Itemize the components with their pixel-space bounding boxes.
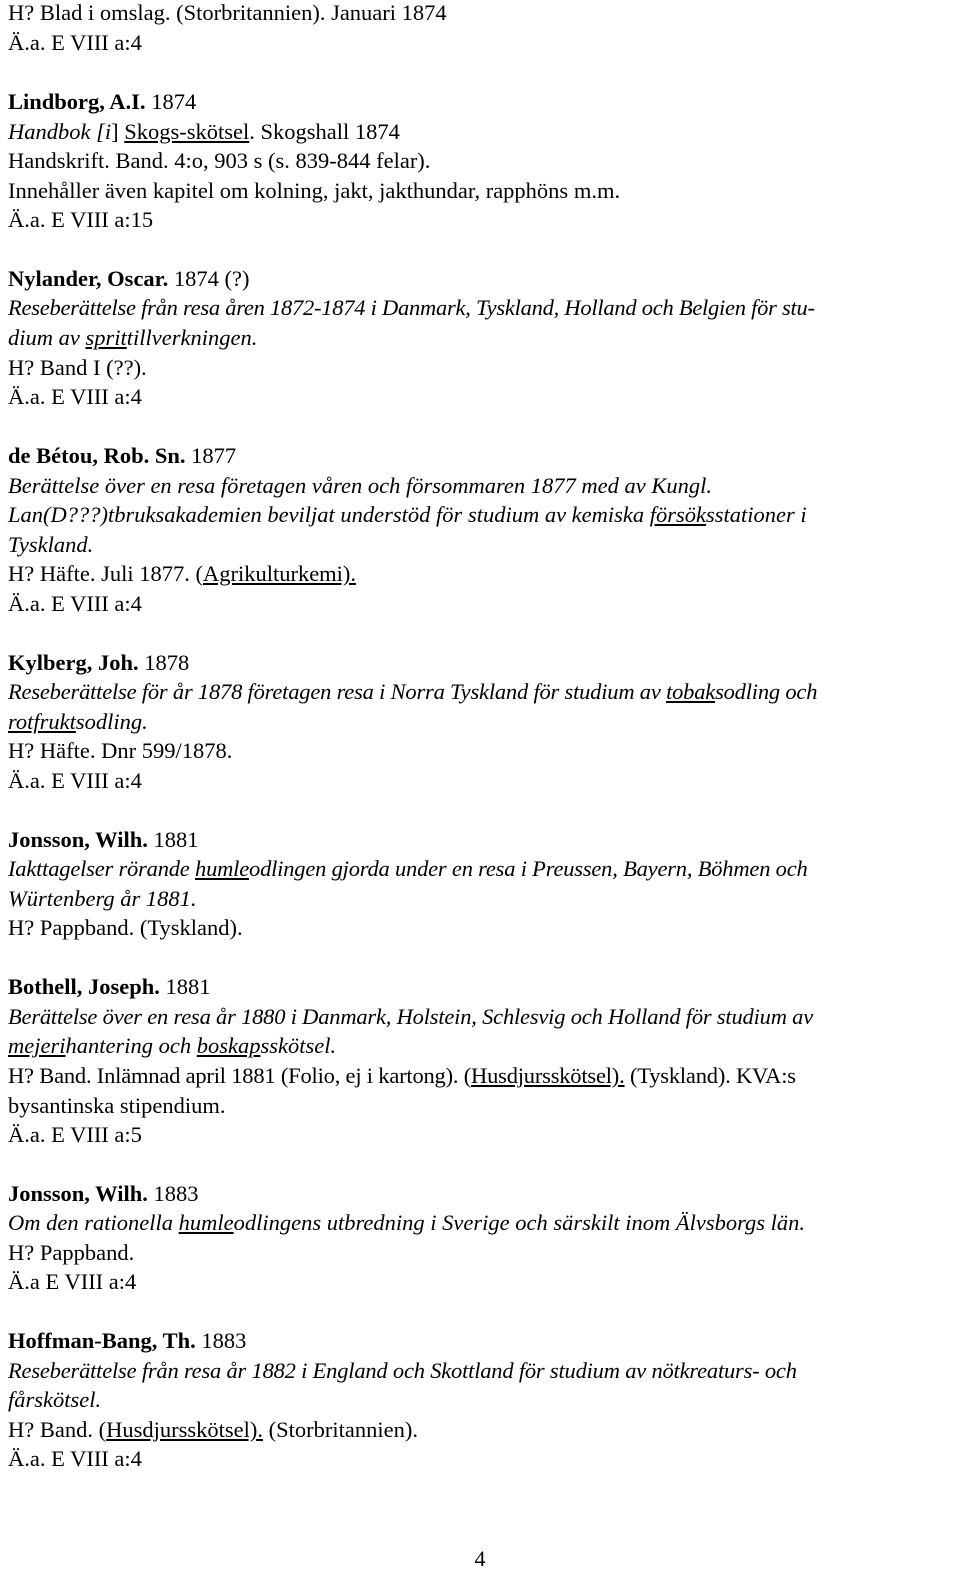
year: 1874	[145, 89, 197, 114]
title-text: sodling och	[715, 679, 818, 704]
archive-reference: Ä.a. E VIII a:15	[8, 207, 154, 232]
archive-reference: Ä.a. E VIII a:4	[8, 30, 142, 55]
entry-heading	[8, 91, 196, 114]
title-text: Reseberättelse för år 1878 företagen resa i Norra Tyskland för studium av	[8, 679, 667, 704]
text-line: H? Pappband. (Tyskland).	[8, 915, 243, 940]
entry-title: Berättelse över en resa företagen våren och försommaren 1877 med av Kungl.	[8, 473, 713, 498]
underlined-term: rotfrukt	[8, 709, 76, 734]
underlined-term: boskap	[196, 1033, 261, 1058]
entry-title: fårskötsel.	[8, 1387, 102, 1412]
title-text: sstationer i	[706, 502, 807, 527]
underlined-term: tobak	[666, 679, 716, 704]
title-text: tillverkningen.	[126, 325, 258, 350]
title-text: Lan(D???)tbruksakademien beviljat understöd för studium av kemiska	[8, 502, 650, 527]
title-text: odlingens utbredning i Sverige och särskilt inom Älvsborgs län.	[233, 1210, 806, 1235]
entry-heading	[8, 976, 211, 999]
text-line: H? Blad i omslag. (Storbritannien). Januari 1874	[8, 0, 447, 25]
title-text: Om den rationella	[8, 1210, 179, 1235]
title-text: sskötsel.	[260, 1033, 337, 1058]
text-line	[8, 1065, 796, 1088]
author: Bothell, Joseph.	[8, 974, 160, 999]
archive-reference: Ä.a. E VIII a:5	[8, 1122, 142, 1147]
text-span: H? Häfte. Juli 1877. (	[8, 561, 203, 586]
entry-title	[8, 1212, 805, 1235]
title-text: odlingen gjorda under en resa i Preussen, Bayern, Böhmen och	[249, 856, 808, 881]
title-text: Handbok [	[8, 119, 105, 144]
underlined-term: Agrikulturkemi).	[202, 561, 357, 586]
entry-title	[8, 681, 817, 704]
entry-heading	[8, 1330, 246, 1353]
underlined-term: humle	[195, 856, 250, 881]
author: de Bétou, Rob. Sn.	[8, 443, 186, 468]
title-text: . Skogshall 1874	[249, 119, 400, 144]
underlined-term: försök	[649, 502, 707, 527]
entry-title	[8, 504, 807, 527]
entry-title: Reseberättelse från resa åren 1872-1874 i Danmark, Tyskland, Holland och Belgien för stu-	[8, 295, 815, 320]
archive-reference: Ä.a E VIII a:4	[8, 1269, 137, 1294]
entry-title: Tyskland.	[8, 532, 94, 557]
underlined-term: Skogs-skötsel	[124, 119, 250, 144]
text-span: (Tyskland). KVA:s	[624, 1063, 796, 1088]
text-span: (Storbritannien).	[262, 1417, 418, 1442]
title-text: i	[104, 119, 112, 144]
entry-title: Würtenberg år 1881.	[8, 886, 197, 911]
title-text: ]	[111, 119, 125, 144]
text-line: H? Häfte. Dnr 599/1878.	[8, 738, 233, 763]
entry-heading	[8, 1183, 199, 1206]
title-text: Iakttagelser rörande	[8, 856, 196, 881]
title-text: sodling.	[75, 709, 148, 734]
author: Jonsson, Wilh.	[8, 827, 148, 852]
entry-title	[8, 327, 257, 350]
title-text: hantering och	[65, 1033, 197, 1058]
text-line	[8, 563, 356, 586]
entry-title	[8, 121, 400, 144]
year: 1881	[159, 974, 211, 999]
entry-title	[8, 858, 808, 881]
underlined-term: Husdjursskötsel).	[471, 1063, 625, 1088]
author: Hoffman-Bang, Th.	[8, 1328, 196, 1353]
underlined-term: mejeri	[8, 1033, 66, 1058]
entry-title: Reseberättelse från resa år 1882 i England och Skottland för studium av nötkreaturs- och	[8, 1358, 797, 1383]
text-line: H? Pappband.	[8, 1240, 135, 1265]
author: Jonsson, Wilh.	[8, 1181, 148, 1206]
archive-reference: Ä.a. E VIII a:4	[8, 591, 142, 616]
entry-heading	[8, 268, 249, 291]
text-line: Innehåller även kapitel om kolning, jakt, jakthundar, rapphöns m.m.	[8, 178, 621, 203]
entry-title	[8, 1035, 336, 1058]
year: 1883	[147, 1181, 199, 1206]
text-line: Handskrift. Band. 4:o, 903 s (s. 839-844 felar).	[8, 148, 431, 173]
underlined-term: sprit	[85, 325, 127, 350]
text-line	[8, 1419, 418, 1442]
text-line: H? Band I (??).	[8, 355, 147, 380]
year: 1878	[138, 650, 190, 675]
entry-heading	[8, 652, 189, 675]
year: 1877	[185, 443, 237, 468]
entry-title: Berättelse över en resa år 1880 i Danmark, Holstein, Schlesvig och Holland för studium av	[8, 1004, 813, 1029]
archive-reference: Ä.a. E VIII a:4	[8, 768, 142, 793]
text-line: bysantinska stipendium.	[8, 1093, 226, 1118]
archive-reference: Ä.a. E VIII a:4	[8, 384, 142, 409]
author: Kylberg, Joh.	[8, 650, 139, 675]
author: Nylander, Oscar.	[8, 266, 169, 291]
text-span: H? Band. Inlämnad april 1881 (Folio, ej i kartong). (	[8, 1063, 472, 1088]
underlined-term: Husdjursskötsel).	[106, 1417, 263, 1442]
underlined-term: humle	[178, 1210, 234, 1235]
archive-reference: Ä.a. E VIII a:4	[8, 1446, 142, 1471]
year: 1881	[147, 827, 199, 852]
author: Lindborg, A.I.	[8, 89, 146, 114]
entry-title	[8, 711, 148, 734]
year: 1874 (?)	[168, 266, 250, 291]
page-number: 4	[474, 1546, 486, 1571]
year: 1883	[195, 1328, 247, 1353]
title-text: dium av	[8, 325, 86, 350]
text-span: H? Band. (	[8, 1417, 107, 1442]
entry-heading	[8, 829, 199, 852]
entry-heading	[8, 445, 236, 468]
